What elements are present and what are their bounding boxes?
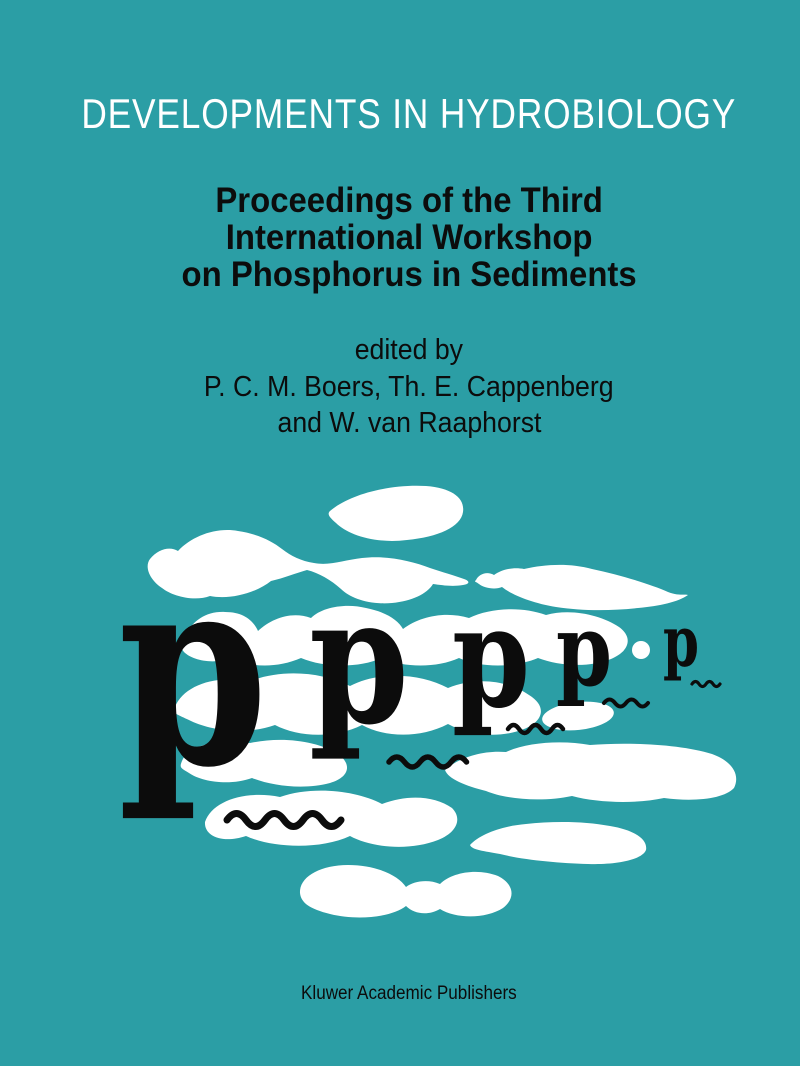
edited-by-label: edited by: [354, 334, 464, 366]
series-title-text: DEVELOPMENTS IN HYDROBIOLOGY: [81, 90, 737, 137]
editors-block: [18, 332, 800, 442]
book-title: [18, 182, 800, 293]
sediment-blob-dot-large: [632, 641, 650, 659]
sediment-blob-lens-lower: [470, 822, 646, 864]
sediment-blob-dumbbell: [300, 865, 512, 917]
book-title-line-2: International Workshop: [225, 218, 593, 257]
sediment-blob-dot-small: [616, 644, 625, 653]
phosphorus-p-1: p: [118, 515, 268, 826]
book-title-line-1: Proceedings of the Third: [215, 181, 603, 220]
wave-squiggle-5: [692, 682, 720, 687]
phosphorus-p-2: p: [309, 557, 409, 764]
editor-names-line-1: P. C. M. Boers, Th. E. Cappenberg: [204, 370, 614, 403]
phosphorus-p-5: p: [663, 600, 699, 683]
book-title-line-3: on Phosphorus in Sediments: [181, 255, 637, 294]
sediment-blob-mass-right: [445, 742, 736, 802]
sediment-blob-drop: [329, 486, 464, 541]
phosphorus-p-4: p: [556, 591, 612, 709]
series-title: [18, 92, 800, 136]
publisher-name: Kluwer Academic Publishers: [301, 983, 517, 1004]
editor-names-line-2: and W. van Raaphorst: [276, 407, 541, 439]
phosphorus-p-3: p: [452, 576, 530, 740]
